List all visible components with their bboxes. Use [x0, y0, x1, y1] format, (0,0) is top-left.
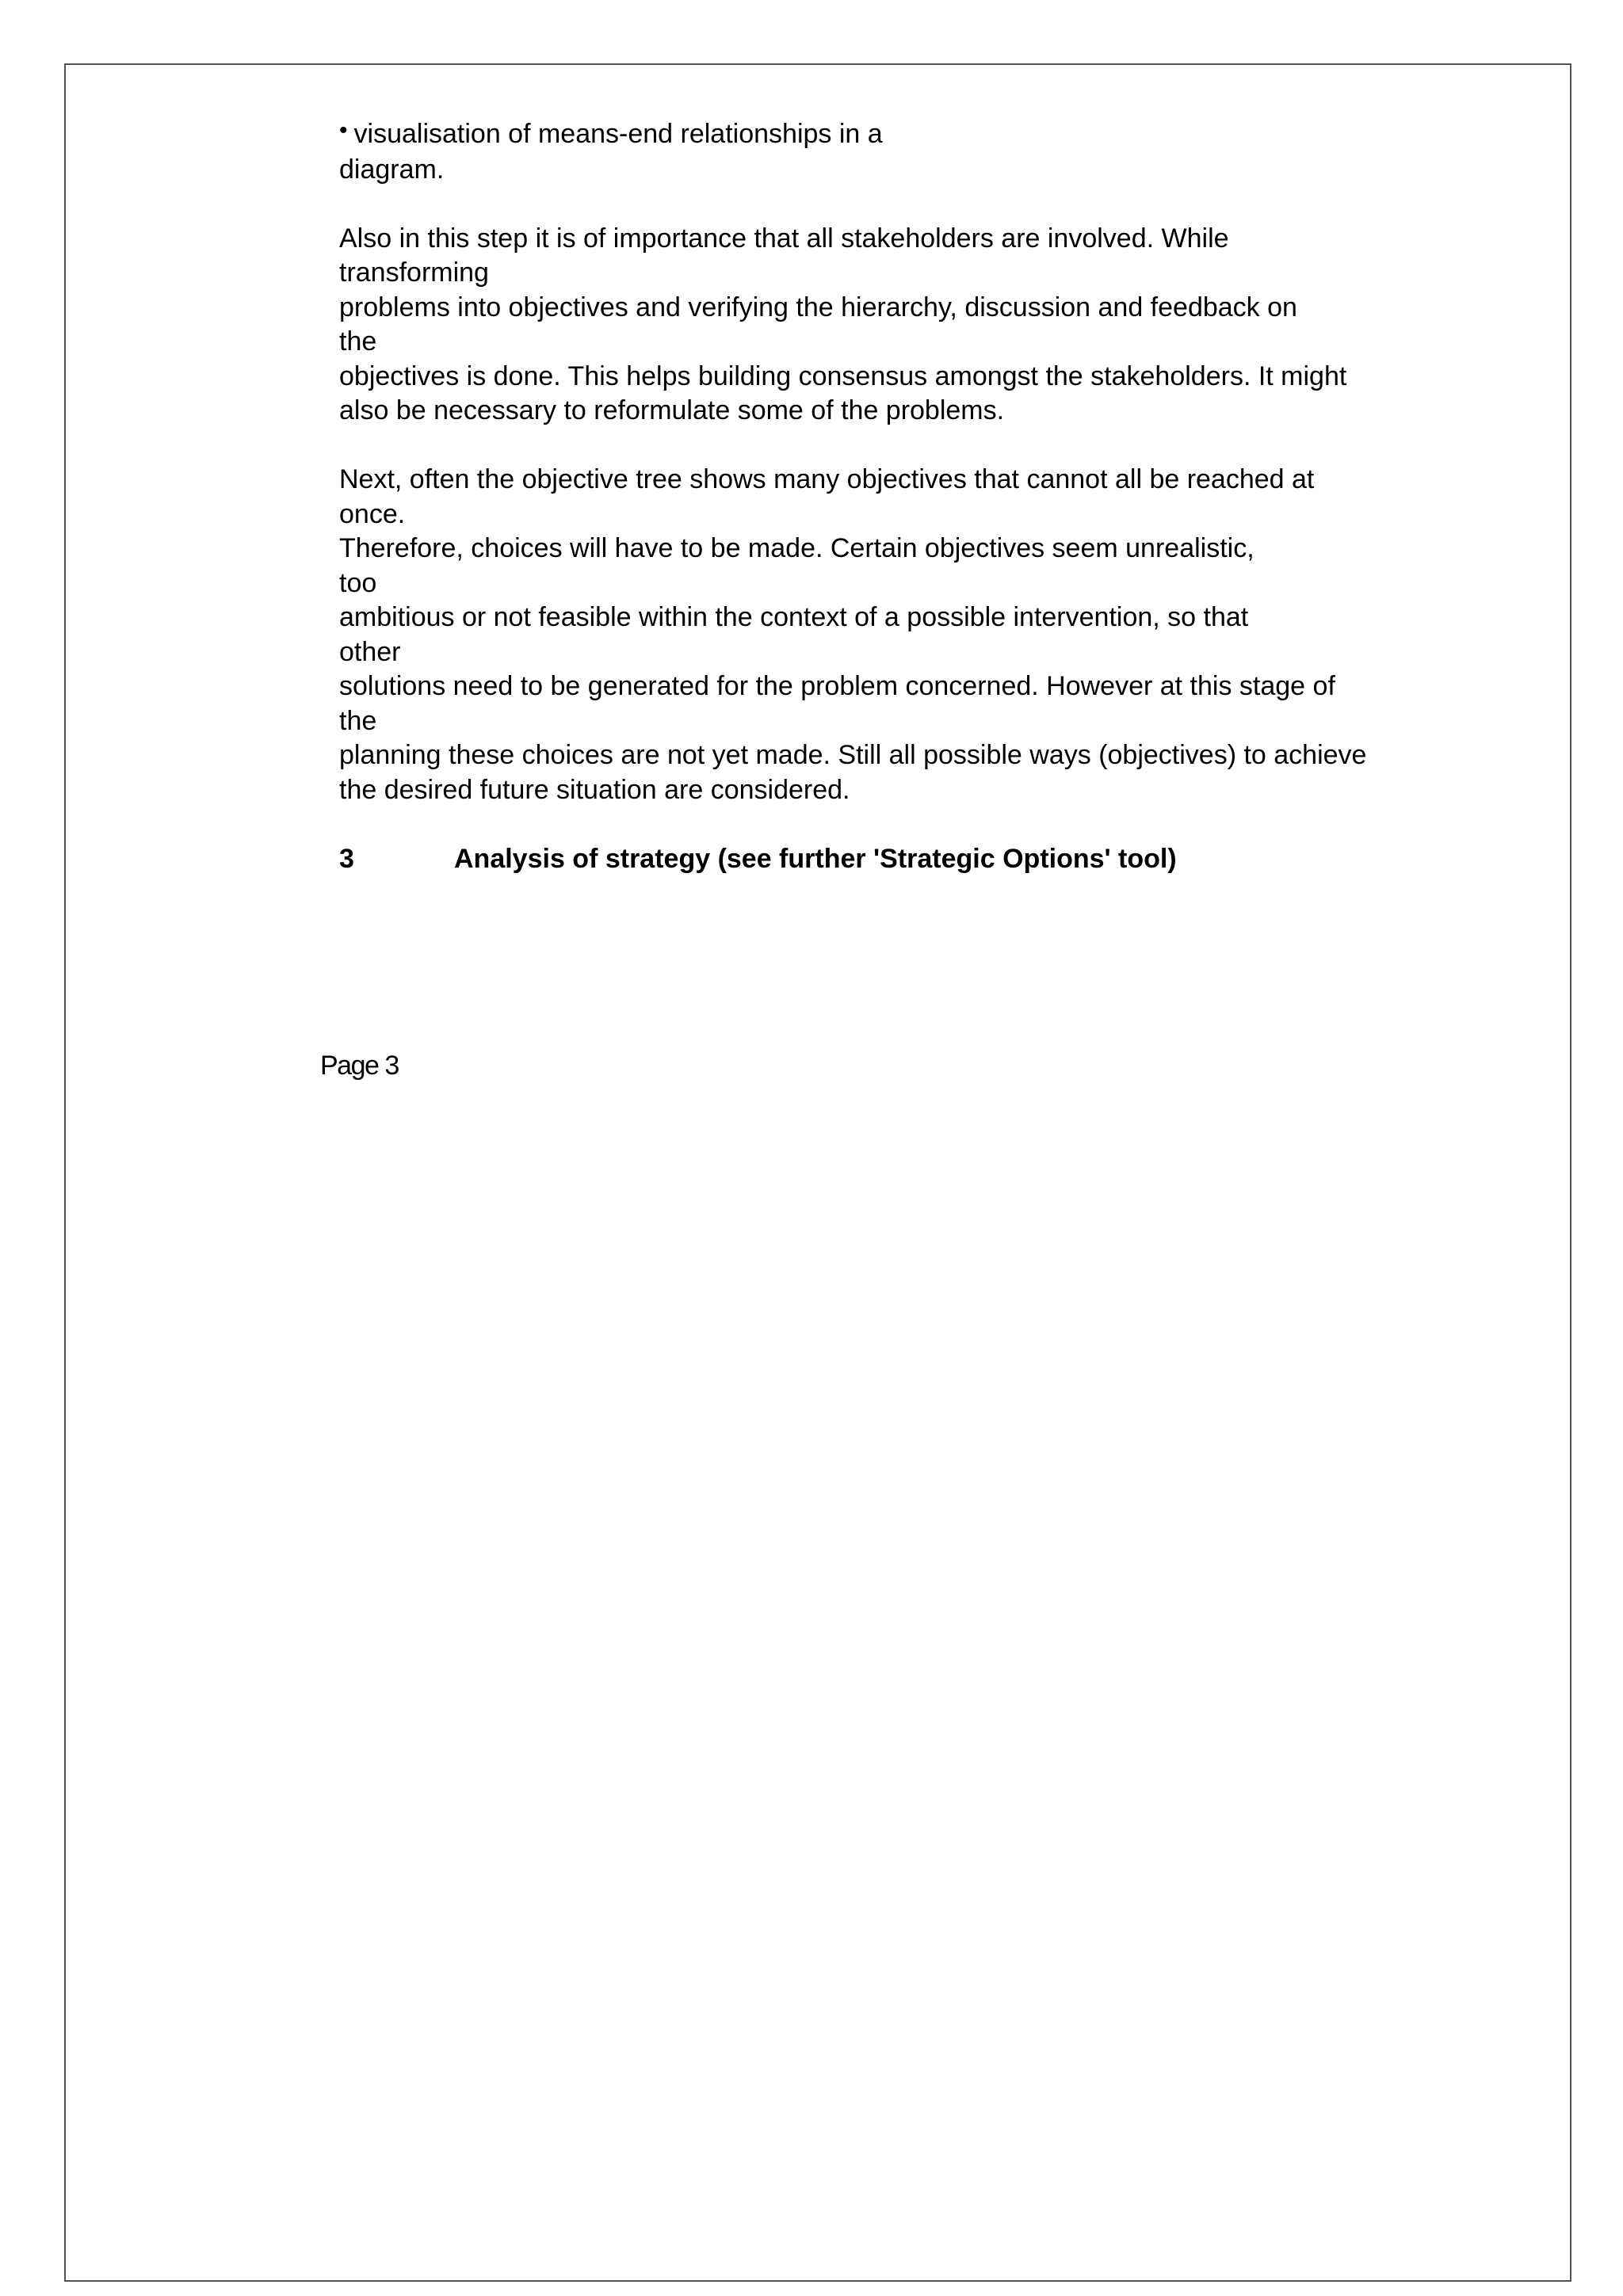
paragraph-line: the — [339, 326, 377, 357]
bullet-item — [339, 117, 1488, 187]
document-body — [339, 117, 1488, 876]
paragraph-line: the — [339, 705, 377, 736]
section-number: 3 — [339, 843, 354, 874]
bullet-line-2: diagram. — [339, 154, 445, 185]
section-heading — [339, 842, 1488, 877]
paragraph-line: too — [339, 567, 377, 598]
bullet-icon: • — [339, 117, 348, 143]
paragraph-line: the desired future situation are considered. — [339, 774, 850, 805]
bullet-line-1 — [339, 117, 1488, 153]
paragraph-line: other — [339, 636, 401, 667]
paragraph-objective-tree — [339, 463, 1488, 807]
paragraph-line: Therefore, choices will have to be made. Certain objectives seem unrealistic, — [339, 533, 1254, 563]
paragraph-line: planning these choices are not yet made. Still all possible ways (objectives) to achieve — [339, 740, 1367, 770]
section-title: Analysis of strategy (see further 'Strategic Options' tool) — [454, 843, 1177, 874]
paragraph-line: problems into objectives and verifying the hierarchy, discussion and feedback on — [339, 292, 1297, 322]
paragraph-line: objectives is done. This helps building consensus amongst the stakeholders. It might — [339, 360, 1347, 391]
paragraph-line: Next, often the objective tree shows many objectives that cannot all be reached at — [339, 464, 1315, 494]
paragraph-line: once. — [339, 498, 406, 529]
paragraph-line: also be necessary to reformulate some of the problems. — [339, 395, 1005, 425]
paragraph-stakeholders — [339, 222, 1488, 429]
bullet-text-1: visualisation of means-end relationships in a — [353, 119, 883, 149]
paragraph-line: ambitious or not feasible within the context of a possible intervention, so that — [339, 602, 1249, 632]
paragraph-line: transforming — [339, 257, 489, 288]
paragraph-line: Also in this step it is of importance that all stakeholders are involved. While — [339, 223, 1229, 254]
paragraph-line: solutions need to be generated for the problem concerned. However at this stage of — [339, 671, 1335, 701]
page-number-footer: Page 3 — [320, 1051, 399, 1081]
